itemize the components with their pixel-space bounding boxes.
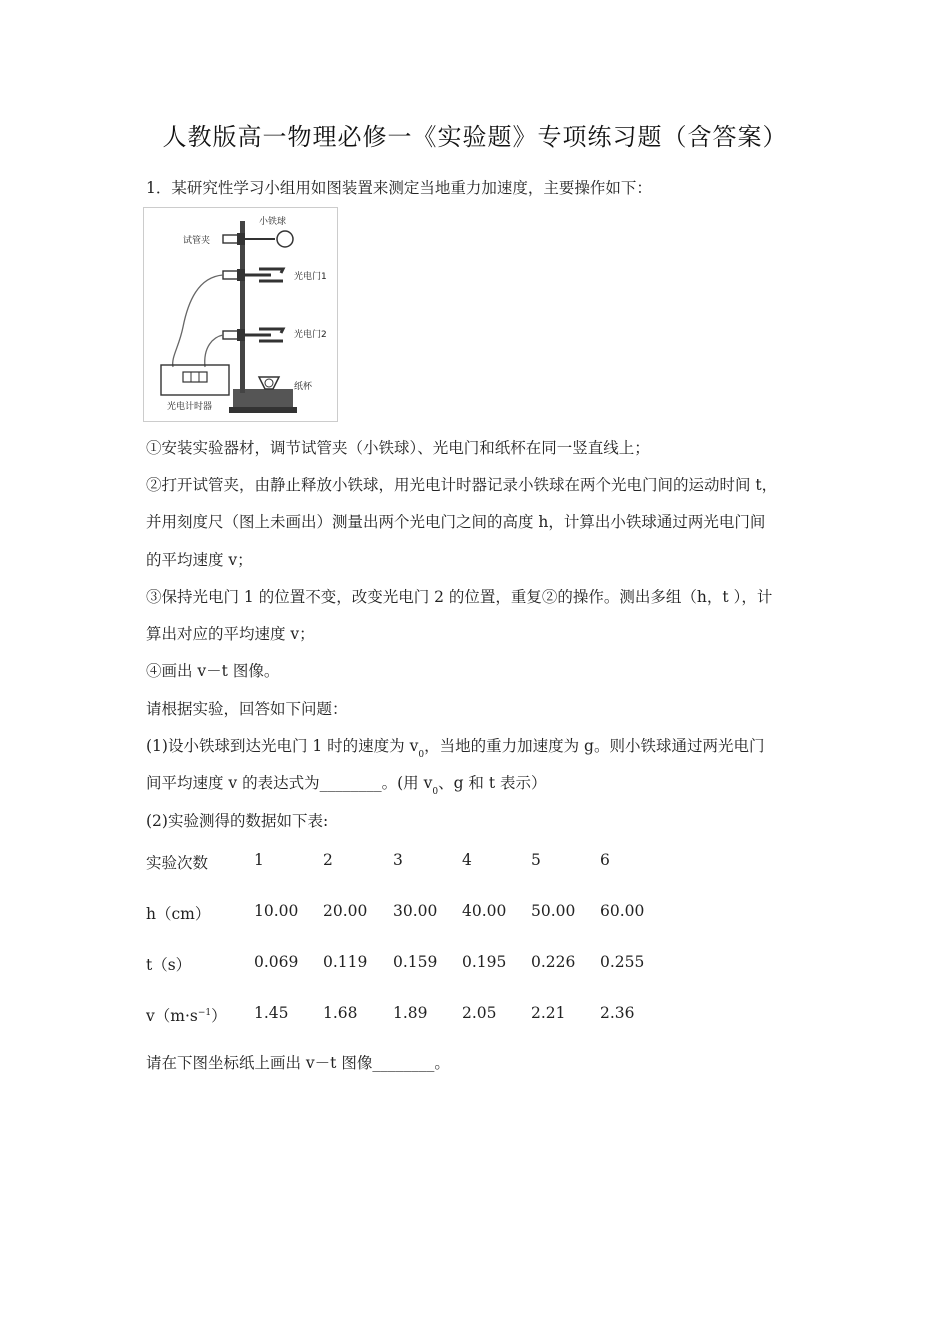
table-cell: 50.00 xyxy=(531,902,576,920)
table-cell: 30.00 xyxy=(393,902,438,920)
question-1-intro: 1．某研究性学习小组用如图装置来测定当地重力加速度，主要操作如下： xyxy=(146,179,652,197)
label-gate-1: 光电门1 xyxy=(294,272,327,282)
step-1: ①安装实验器材，调节试管夹（小铁球）、光电门和纸杯在同一竖直线上； xyxy=(146,439,650,457)
table-cell: 2.05 xyxy=(462,1004,497,1022)
table-cell: t（s） xyxy=(146,956,192,974)
table-cell: 20.00 xyxy=(323,902,368,920)
step-2-line-2: 并用刻度尺（图上未画出）测量出两个光电门之间的高度 h，计算出小铁球通过两光电门间 xyxy=(146,513,766,531)
table-cell: 4 xyxy=(462,851,472,869)
step-2-line-3: 的平均速度 v； xyxy=(146,551,253,569)
table-cell: 10.00 xyxy=(254,902,299,920)
prompt: 请根据实验，回答如下问题： xyxy=(146,700,348,718)
question-1-1-line-1: (1)设小铁球到达光电门 1 时的速度为 $v_0$，当地的重力加速度为 g。则小铁球通过两光电门 xyxy=(146,737,765,760)
table-cell: 0.195 xyxy=(462,953,507,971)
table-cell: 2.21 xyxy=(531,1004,566,1022)
label-cup: 纸杯 xyxy=(294,382,313,392)
draw-prompt: 请在下图坐标纸上画出 v－t 图像________。 xyxy=(146,1054,450,1072)
table-cell: 0.159 xyxy=(393,953,438,971)
table-cell: 0.119 xyxy=(323,953,368,971)
table-cell: 6 xyxy=(600,851,610,869)
table-cell: 40.00 xyxy=(462,902,507,920)
table-cell: h（cm） xyxy=(146,905,211,923)
table-cell: 0.069 xyxy=(254,953,299,971)
step-3-line-2: 算出对应的平均速度 v； xyxy=(146,625,315,643)
question-1-1-line-2: 间平均速度 v 的表达式为________。(用 $v_0$、g 和 t 表示） xyxy=(146,774,547,797)
table-cell: 2.36 xyxy=(600,1004,635,1022)
step-4: ④画出 v－t 图像。 xyxy=(146,662,280,680)
page-title: 人教版高一物理必修一《实验题》专项练习题（含答案） xyxy=(162,123,788,151)
table-cell: 1 xyxy=(254,851,264,869)
label-ball: 小铁球 xyxy=(259,217,287,227)
table-cell: 0.255 xyxy=(600,953,645,971)
table-cell: 1.89 xyxy=(393,1004,428,1022)
table-cell: 2 xyxy=(323,851,333,869)
table-cell: 60.00 xyxy=(600,902,645,920)
table-cell: 1.45 xyxy=(254,1004,289,1022)
table-cell: 0.226 xyxy=(531,953,576,971)
table-cell: 1.68 xyxy=(323,1004,358,1022)
table-cell: 5 xyxy=(531,851,541,869)
table-cell: 3 xyxy=(393,851,403,869)
question-1-2: (2)实验测得的数据如下表: xyxy=(146,812,329,830)
label-timer: 光电计时器 xyxy=(167,402,213,412)
step-3-line-1: ③保持光电门 1 的位置不变，改变光电门 2 的位置，重复②的操作。测出多组（h，t ），计 xyxy=(146,588,773,606)
label-gate-2: 光电门2 xyxy=(294,330,327,340)
label-clamp: 试管夹 xyxy=(183,236,211,246)
apparatus-figure xyxy=(143,207,338,422)
table-cell: 实验次数 xyxy=(146,854,209,872)
table-cell: $v(m\cdot s^{-1})$ xyxy=(146,1007,227,1025)
step-2-line-1: ②打开试管夹，由静止释放小铁球，用光电计时器记录小铁球在两个光电门间的运动时间 t， xyxy=(146,476,778,494)
